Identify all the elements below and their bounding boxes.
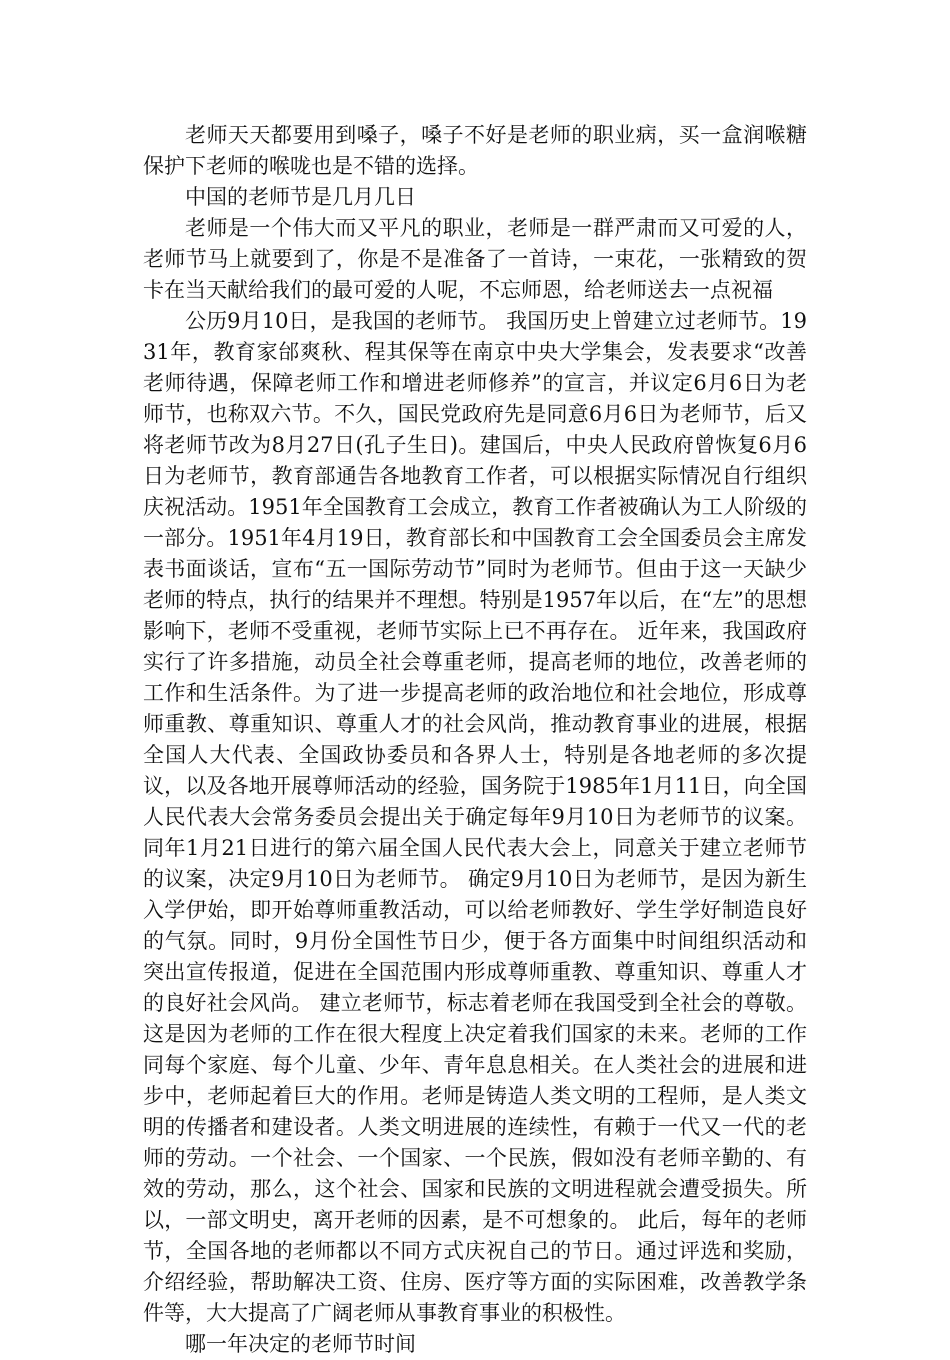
paragraph-teachers-day-history: 公历9月10日，是我国的老师节。 我国历史上曾建立过老师节。1931年，教育家邰爽秋、程其保等在南京中央大学集会，发表要求“改善老师待遇，保障老师工作和增进老师修养”的宣言，并议定6月6日为老师节，也称双六节。不久，国民党政府先是同意6月6日为老师节，后又将老师节改为8月27日(孔子生日)。建国后，中央人民政府曾恢复6月6日为老师节，教育部通告各地教育工作者，可以根据实际情况自行组织庆祝活动。1951年全国教育工会成立，教育工作者被确认为工人阶级的一部分。1951年4月19日，教育部长和中国教育工会全国委员会主席发表书面谈话，宣布“五一国际劳动节”同时为老师节。但由于这一天缺少老师的特点，执行的结果并不理想。特别是1957年以后，在“左”的思想影响下，老师不受重视，老师节实际上已不再存在。 近年来，我国政府实行了许多措施，动员全社会尊重老师，提高老师的地位，改善老师的工作和生活条件。为了进一步提高老师的政治地位和社会地位，形成尊师重教、尊重知识、尊重人才的社会风尚，推动教育事业的进展，根据全国人大代表、全国政协委员和各界人士，特别是各地老师的多次提议，以及各地开展尊师活动的经验，国务院于1985年1月11日，向全国人民代表大会常务委员会提出关于确定每年9月10日为老师节的议案。同年1月21日进行的第六届全国人民代表大会上，同意关于建立老师节的议案，决定9月10日为老师节。 确定9月10日为老师节，是因为新生入学伊始，即开始尊师重教活动，可以给老师教好、学生学好制造良好的气氛。同时，9月份全国性节日少，便于各方面集中时间组织活动和突出宣传报道，促进在全国范围内形成尊师重教、尊重知识、尊重人才的良好社会风尚。 建立老师节，标志着老师在我国受到全社会的尊敬。这是因为老师的工作在很大程度上决定着我们国家的未来。老师的工作同每个家庭、每个儿童、少年、青年息息相关。在人类社会的进展和进步中，老师起着巨大的作用。老师是铸造人类文明的工程师，是人类文明的传播者和建设者。人类文明进展的连续性，有赖于一代又一代的老师的劳动。一个社会、一个国家、一个民族，假如没有老师辛勤的、有效的劳动，那么，这个社会、国家和民族的文明进程就会遭受损失。所以，一部文明史，离开老师的因素，是不可想象的。 此后，每年的老师节，全国各地的老师都以不同方式庆祝自己的节日。通过评选和奖励，介绍经验，帮助解决工资、住房、医疗等方面的实际困难，改善教学条件等，大大提高了广阔老师从事教育事业的积极性。 xyxy=(143,309,807,1325)
heading-which-year: 哪一年决定的老师节时间 xyxy=(185,1332,416,1356)
heading-teachers-day-date: 中国的老师节是几月几日 xyxy=(185,185,416,209)
paragraph-throat-candy: 老师天天都要用到嗓子，嗓子不好是老师的职业病，买一盒润喉糖保护下老师的喉咙也是不错的选择。 xyxy=(143,123,807,178)
paragraph-teacher-profession: 老师是一个伟大而又平凡的职业，老师是一群严肃而又可爱的人，老师节马上就要到了，你是不是准备了一首诗，一束花，一张精致的贺卡在当天献给我们的最可爱的人呢，不忘师恩，给老师送去一点祝福 xyxy=(143,216,807,302)
document-body xyxy=(143,120,807,1360)
